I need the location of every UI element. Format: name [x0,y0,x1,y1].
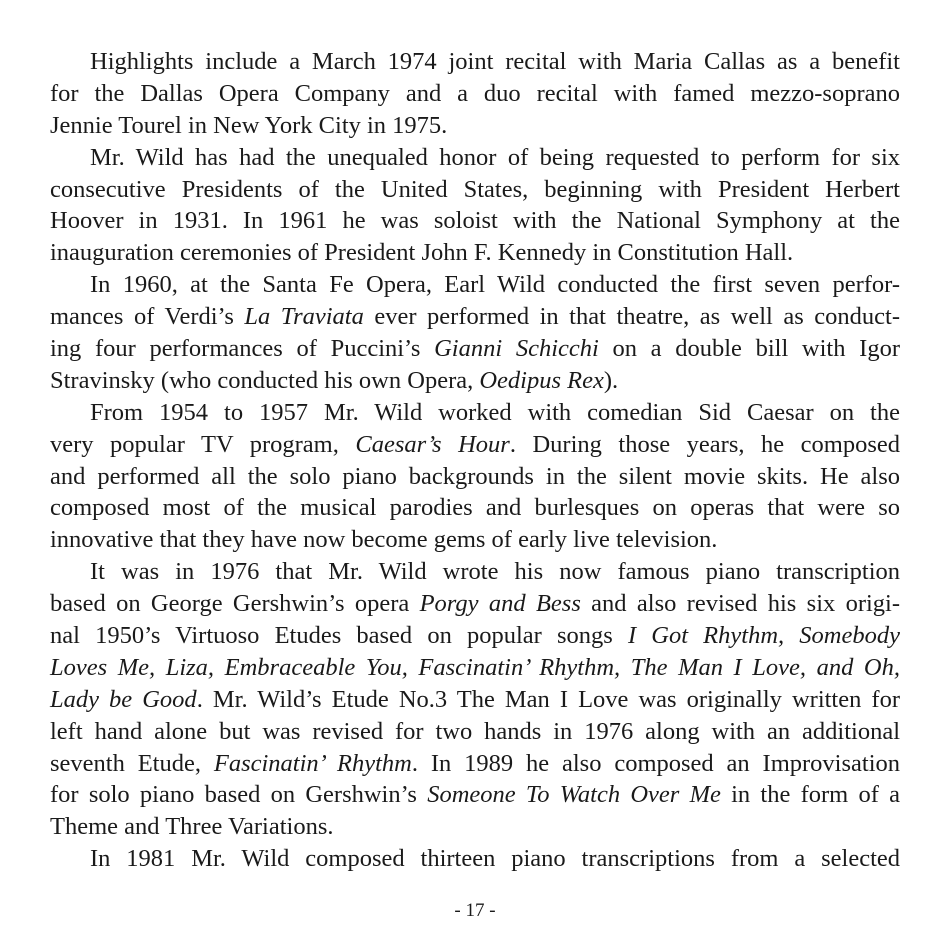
text-line [50,779,900,811]
text-line [50,811,900,843]
text-line [50,556,900,588]
italic-title: La Traviata [244,303,364,331]
text-run: consecutive Presidents of the United States, beginning with President Herbert [50,175,900,203]
text-line [50,333,900,365]
text-run: for solo piano based on Gershwin’s [50,781,428,809]
italic-title: Caesar’s Hour [355,430,510,458]
italic-title: Oedipus Rex [479,366,604,394]
text-line [50,588,900,620]
text-line [50,46,900,78]
text-run: innovative that they have now become gems of early live television. [50,526,718,554]
text-line [50,748,900,780]
text-run: mances of Verdi’s [50,303,245,331]
text-line [50,684,900,716]
text-run: Highlights include a March 1974 joint recital with Maria Callas as a benefit [90,48,900,75]
page-number: - 17 - [454,900,496,921]
text-run: In 1960, at the Santa Fe Opera, Earl Wild conducted the first seven perfor- [90,271,900,299]
text-run: nal 1950’s Virtuoso Etudes based on popular songs [50,622,628,650]
text-line [50,110,900,142]
text-line [50,429,900,461]
italic-title: Fascinatin’ Rhythm [213,749,412,777]
text-line [50,524,900,556]
italic-title: Lady be Good [50,685,197,713]
italic-title: Gianni Schicchi [434,335,599,363]
text-run: It was in 1976 that Mr. Wild wrote his now famous piano transcription [90,558,900,586]
text-line [50,843,900,875]
text-run: . During those years, he composed [509,430,900,458]
text-run: seventh Etude, [50,749,214,777]
text-line [50,461,900,493]
text-run: Jennie Tourel in New York City in 1975. [50,111,448,139]
text-run: . Mr. Wild’s Etude No.3 The Man I Love was originally written for [196,685,900,713]
text-run: inauguration ceremonies of President John F. Kennedy in Constitution Hall. [50,239,794,267]
text-line [50,205,900,237]
text-run: ever performed in that theatre, as well as conduct- [363,303,900,331]
italic-title: I Got Rhythm, Somebody [627,622,900,650]
text-line [50,492,900,524]
text-line [50,78,900,110]
text-line [50,269,900,301]
text-run: ). [603,366,619,394]
italic-title: Someone To Watch Over Me [427,781,721,809]
text-run: In 1981 Mr. Wild composed thirteen piano transcriptions from a selected [90,845,900,873]
text-run: ing four performances of Puccini’s [50,335,435,363]
text-line [50,301,900,333]
text-line [50,365,900,397]
text-run: and also revised his six origi- [580,590,901,618]
text-run: From 1954 to 1957 Mr. Wild worked with comedian Sid Caesar on the [90,398,900,426]
text-run: very popular TV program, [50,430,356,458]
text-line [50,142,900,174]
text-run: composed most of the musical parodies and burlesques on operas that were so [50,494,900,522]
text-run: . In 1989 he also composed an Improvisation [411,749,900,777]
text-run: Theme and Three Variations. [50,813,334,841]
text-run: on a double bill with Igor [598,335,900,363]
text-line [50,716,900,748]
text-run: Mr. Wild has had the unequaled honor of being requested to perform for six [90,143,900,171]
text-line [50,237,900,269]
text-run: for the Dallas Opera Company and a duo recital with famed mezzo-soprano [50,79,900,107]
text-line [50,652,900,684]
text-run: in the form of a [720,781,900,809]
text-line [50,620,900,652]
text-run: left hand alone but was revised for two hands in 1976 along with an additional [50,717,900,745]
text-line [50,174,900,206]
text-run: Stravinsky (who conducted his own Opera, [50,366,480,394]
text-run: and performed all the solo piano backgrounds in the silent movie skits. He also [50,462,900,490]
text-line [50,397,900,429]
italic-title: Porgy and Bess [419,590,581,618]
text-run: based on George Gershwin’s opera [50,590,420,618]
text-run: Hoover in 1931. In 1961 he was soloist with the National Symphony at the [50,207,900,235]
body-text [50,46,900,875]
italic-title: Loves Me, Liza, Embraceable You, Fascinatin’ Rhythm, The Man I Love, and Oh, [50,653,900,681]
